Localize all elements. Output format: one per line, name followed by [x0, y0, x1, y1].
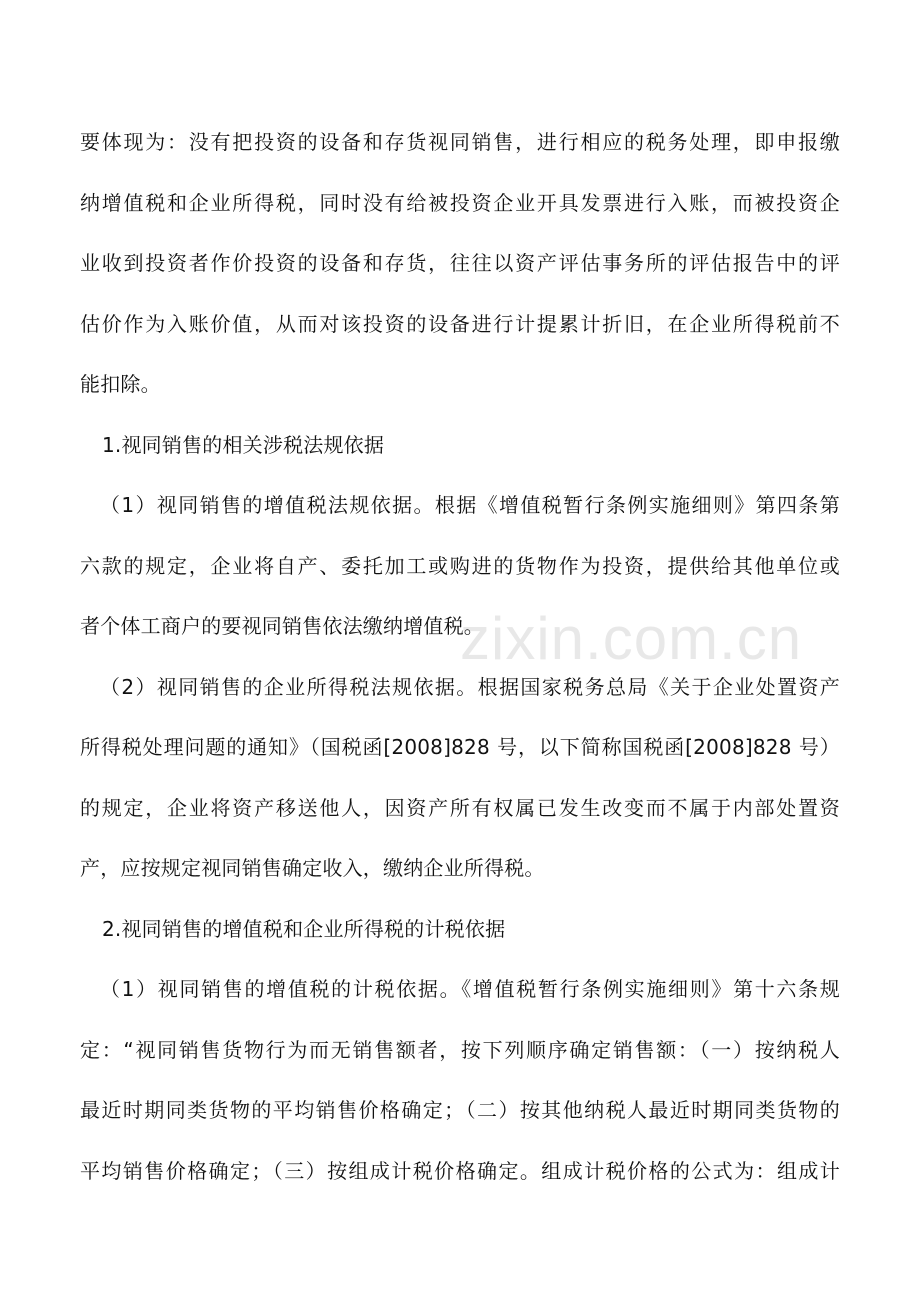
paragraph-line: 定：“视同销售货物行为而无销售额者，按下列顺序确定销售额：（一）按纳税人 [80, 1038, 840, 1062]
paragraph-line: （2）视同销售的企业所得税法规依据。根据国家税务总局《关于企业处置资产 [100, 675, 840, 699]
paragraph-line: 所得税处理问题的通知》（国税函[2008]828 号，以下简称国税函[2008]828 号） [80, 735, 840, 759]
paragraph-line: 六款的规定，企业将自产、委托加工或购进的货物作为投资，提供给其他单位或 [80, 554, 840, 578]
paragraph-line: 平均销售价格确定；（三）按组成计税价格确定。组成计税价格的公式为：组成计 [80, 1159, 840, 1183]
paragraph-line: （1）视同销售的增值税法规依据。根据《增值税暂行条例实施细则》第四条第 [100, 493, 840, 517]
section-heading: 2.视同销售的增值税和企业所得税的计税依据 [102, 917, 506, 941]
paragraph-line: 要体现为：没有把投资的设备和存货视同销售，进行相应的税务处理，即申报缴 [80, 130, 840, 154]
paragraph-line: 者个体工商户的要视同销售依法缴纳增值税。 [80, 614, 484, 638]
paragraph-line: 估价作为入账价值，从而对该投资的设备进行计提累计折旧，在企业所得税前不 [80, 312, 840, 336]
paragraph-line: 能扣除。 [80, 372, 161, 396]
paragraph-line: 产，应按规定视同销售确定收入，缴纳企业所得税。 [80, 856, 545, 880]
watermark: zixin.com.cn [460, 605, 803, 672]
paragraph-line: （1）视同销售的增值税的计税依据。《增值税暂行条例实施细则》第十六条规 [100, 977, 840, 1001]
paragraph-line: 最近时期同类货物的平均销售价格确定；（二）按其他纳税人最近时期同类货物的 [80, 1098, 840, 1122]
paragraph-line: 业收到投资者作价投资的设备和存货，往往以资产评估事务所的评估报告中的评 [80, 251, 840, 275]
section-heading: 1.视同销售的相关涉税法规依据 [102, 433, 385, 457]
paragraph-line: 纳增值税和企业所得税，同时没有给被投资企业开具发票进行入账，而被投资企 [80, 191, 840, 215]
paragraph-line: 的规定，企业将资产移送他人，因资产所有权属已发生改变而不属于内部处置资 [80, 796, 840, 820]
